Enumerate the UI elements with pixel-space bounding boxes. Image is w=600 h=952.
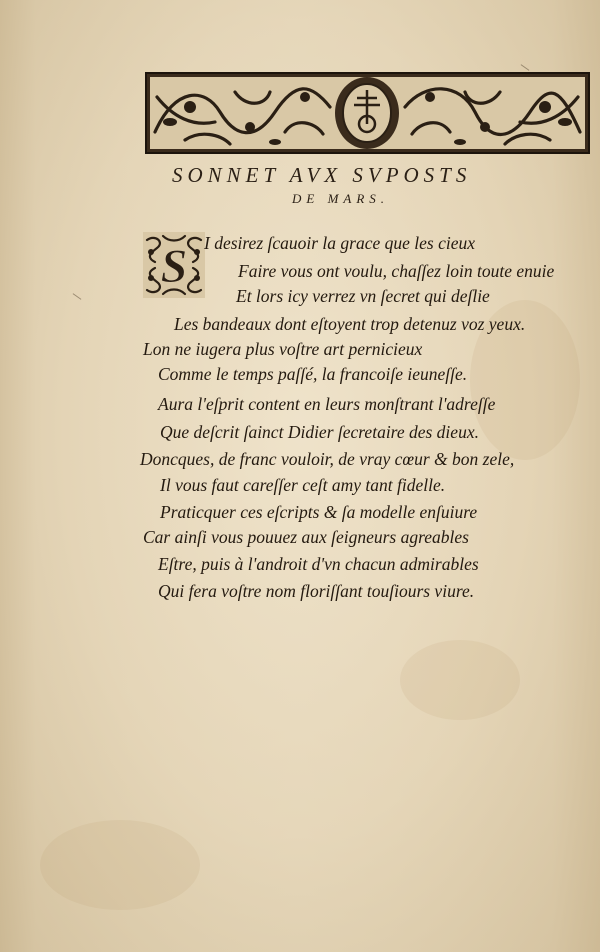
poem-line-9: Doncques, de franc vouloir, de vray cœur & bon zele, [140,449,515,469]
poem-line-11: Praticquer ces eſcripts & ſa modelle enſuiure [160,502,478,522]
poem-line-2: Faire vous ont voulu, chaſſez loin toute enuie [238,261,555,281]
poem-line-3: Et lors icy verrez vn ſecret qui deſlie [236,286,490,306]
poem-subtitle: DE MARS. [292,191,390,206]
poem-line-10: Il vous faut careſſer ceſt amy tant fidelle. [160,475,446,495]
poem-line-8: Que deſcrit ſainct Didier ſecretaire des dieux. [160,422,479,442]
initial-letter: S [160,240,188,293]
poem-title: SONNET AVX SVPOSTS [172,163,472,187]
poem-line-4: Les bandeaux dont eſtoyent trop detenuz voz yeux. [174,314,526,334]
poem-line-5: Lon ne iugera plus voſtre art pernicieux [143,339,423,359]
poem-line-7: Aura l'eſprit content en leurs monſtrant l'adreſſe [158,394,496,414]
poem-line-1: I desirez ſcauoir la grace que les cieux [204,233,476,253]
poem-line-14: Qui fera voſtre nom floriſſant touſiours viure. [158,581,475,601]
poem-line-12: Car ainſi vous pouuez aux ſeigneurs agreables [143,527,469,547]
poem-line-13: Eſtre, puis à l'androit d'vn chacun admirables [158,554,479,574]
poem-line-6: Comme le temps paſſé, la francoiſe ieuneſſe. [158,364,468,384]
